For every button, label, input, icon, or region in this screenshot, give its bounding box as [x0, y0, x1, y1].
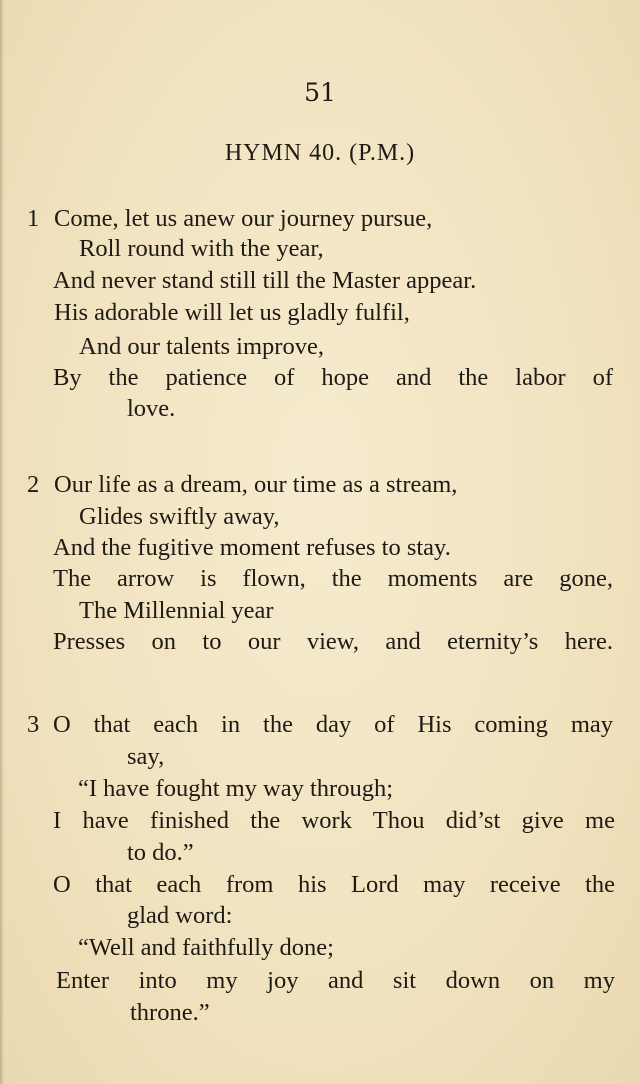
stanza-number: 3 — [27, 711, 40, 738]
verse-line: “I have fought my way through; — [78, 775, 394, 802]
verse-line: The Millennial year — [79, 597, 274, 624]
hymn-title: HYMN 40. (P.M.) — [224, 140, 416, 166]
verse-line: And the fugitive moment refuses to stay. — [53, 534, 451, 561]
verse-line: love. — [127, 395, 176, 422]
verse-line: Roll round with the year, — [79, 235, 324, 262]
verse-line: I have finished the work Thou did’st give me — [53, 807, 615, 834]
verse-line: “Well and faithfully done; — [78, 934, 334, 961]
verse-line: Glides swiftly away, — [79, 503, 280, 530]
verse-line: glad word: — [127, 902, 233, 929]
verse-line: Presses on to our view, and eternity’s here. — [53, 628, 613, 655]
verse-line: say, — [127, 743, 165, 770]
verse-line: O that each from his Lord may receive the — [53, 871, 615, 898]
verse-line: And our talents improve, — [79, 333, 324, 360]
verse-line: By the patience of hope and the labor of — [53, 364, 613, 391]
verse-line: Our life as a dream, our time as a stream, — [54, 471, 458, 498]
stanza-number: 2 — [27, 471, 40, 498]
verse-line: Come, let us anew our journey pursue, — [54, 205, 433, 232]
verse-line: Enter into my joy and sit down on my — [56, 967, 615, 994]
verse-line: to do.” — [127, 839, 194, 866]
verse-line: His adorable will let us gladly fulfil, — [54, 299, 410, 326]
page-number: 51 — [304, 78, 336, 107]
verse-line: throne.” — [130, 999, 210, 1026]
stanza-number: 1 — [27, 205, 40, 232]
verse-line: And never stand still till the Master appear. — [53, 267, 477, 294]
verse-line: The arrow is flown, the moments are gone, — [53, 565, 613, 592]
verse-line: O that each in the day of His coming may — [53, 711, 613, 738]
